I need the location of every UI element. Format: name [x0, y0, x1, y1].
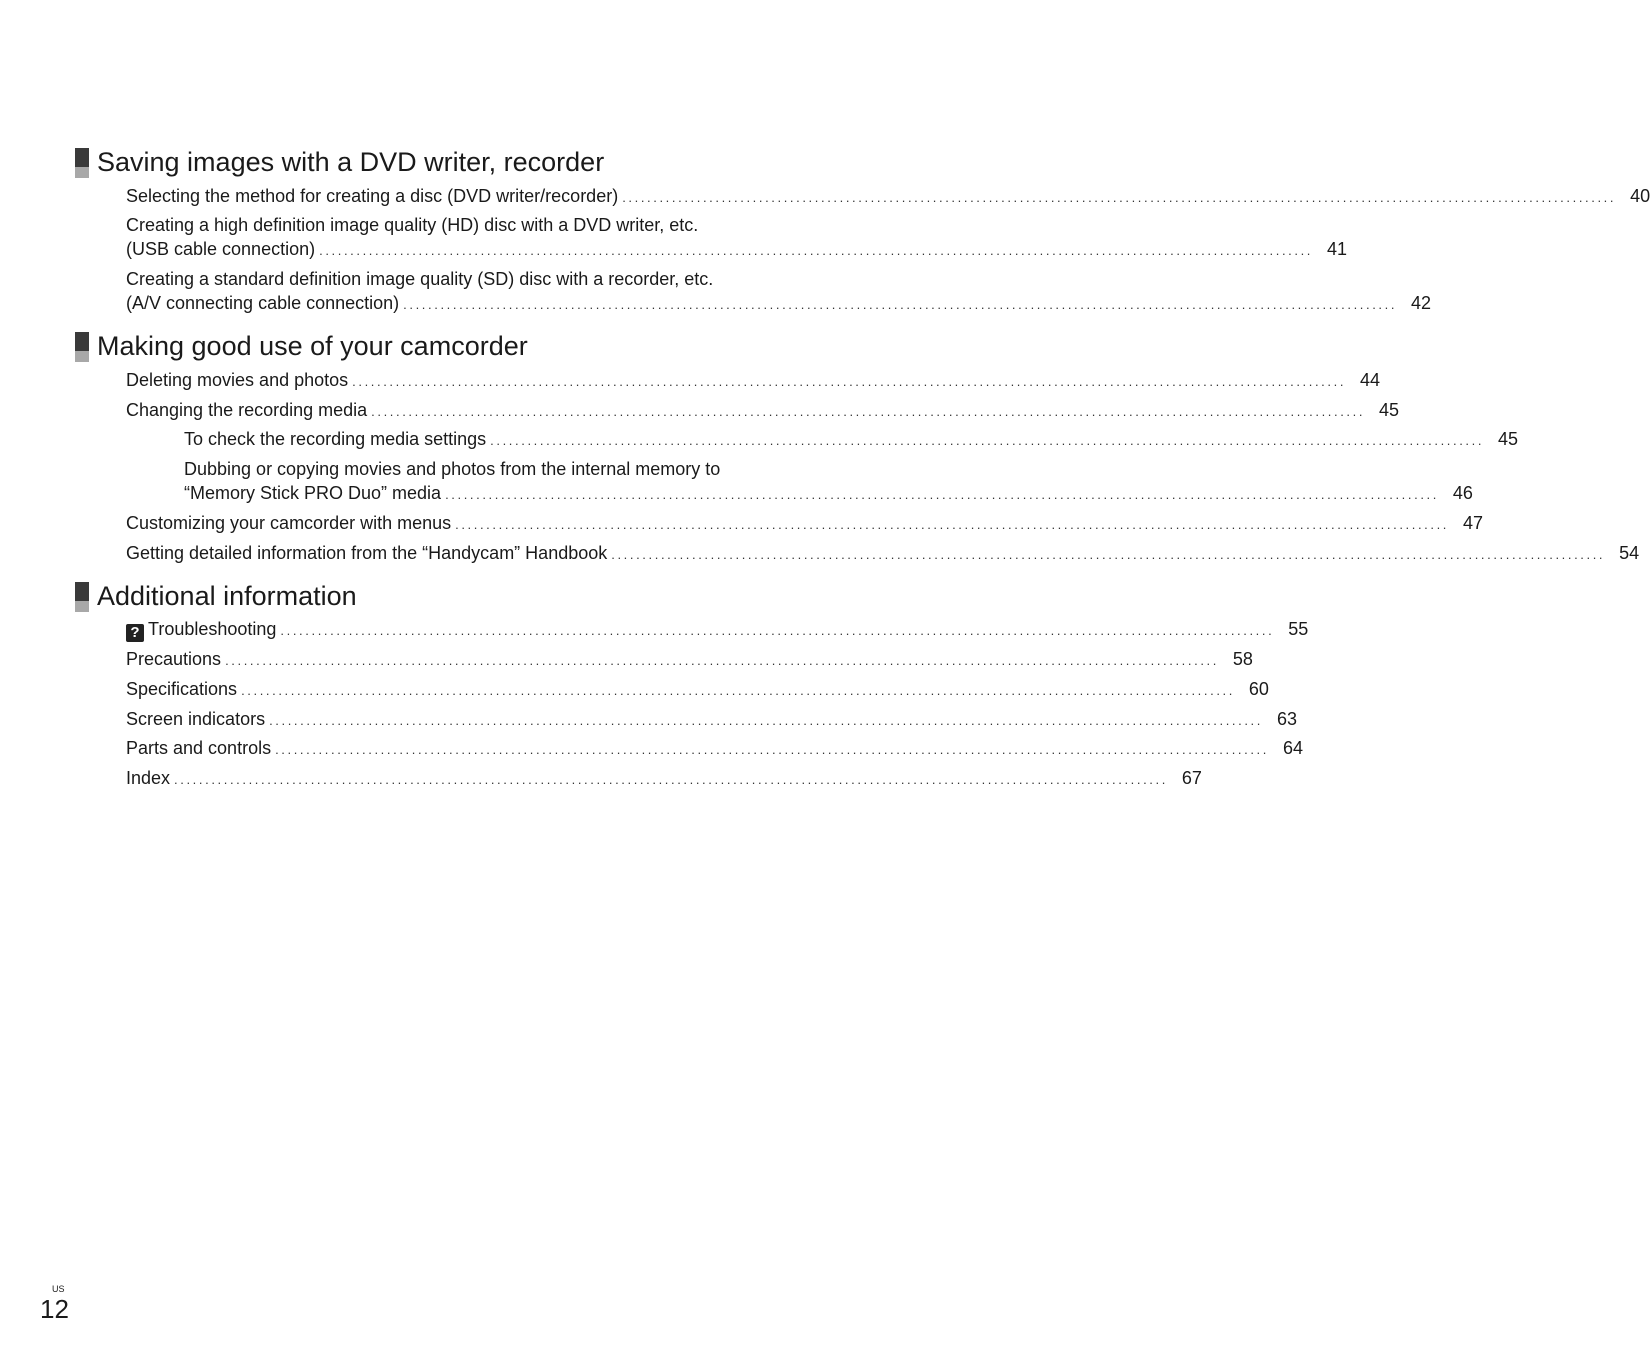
dot-leader: ................................................................................................................................................................ [490, 433, 1485, 448]
toc-entry[interactable] [126, 677, 1269, 703]
dot-leader: ................................................................................................................................................................ [174, 772, 1168, 787]
toc-page-number: 58 [1232, 649, 1253, 669]
toc-entry-text-line1: Dubbing or copying movies and photos from the internal memory to [184, 459, 721, 479]
toc-entry[interactable] [126, 368, 1381, 394]
toc-entry-text: “Memory Stick PRO Duo” media [184, 483, 442, 503]
toc-entry[interactable] [126, 617, 1309, 643]
toc-entry-text: Troubleshooting [148, 619, 277, 639]
toc-entry[interactable] [126, 541, 1640, 567]
toc-entry[interactable] [126, 213, 1347, 263]
toc-page-number: 44 [1360, 370, 1381, 390]
toc-page-number: 47 [1462, 513, 1484, 533]
toc-entry[interactable] [126, 736, 1303, 762]
dot-leader: ................................................................................................................................................................ [280, 623, 1275, 638]
toc-page-number: 40 [1630, 186, 1650, 206]
toc-subentry[interactable] [184, 457, 1473, 507]
footer-page-number: 12 [40, 1294, 69, 1324]
toc-page-number: 67 [1181, 768, 1202, 788]
toc-page-number: 54 [1619, 543, 1640, 563]
toc-page-number: 45 [1379, 400, 1400, 420]
toc-entry-text: Parts and controls [126, 738, 272, 758]
dot-leader: ................................................................................................................................................................ [269, 713, 1263, 728]
section-title: Making good use of your camcorder [97, 331, 528, 361]
toc-entry[interactable] [126, 267, 1432, 317]
toc-entry[interactable] [126, 511, 1484, 537]
toc-entry[interactable] [126, 398, 1400, 424]
toc-entry[interactable] [126, 184, 1650, 210]
toc-entry-text: Selecting the method for creating a disc (DVD writer/recorder) [126, 186, 619, 206]
dot-leader: ................................................................................................................................................................ [403, 297, 1398, 312]
dot-leader: ................................................................................................................................................................ [622, 190, 1617, 205]
toc-entry-text-line1: Creating a high definition image quality (HD) disc with a DVD writer, etc. [126, 215, 699, 235]
toc-entry-text: Changing the recording media [126, 400, 368, 420]
section-marker-icon [75, 148, 89, 178]
toc-entry[interactable] [126, 647, 1253, 673]
question-mark-icon: ? [126, 624, 144, 642]
footer-region-code: US [52, 1284, 65, 1294]
dot-leader: ................................................................................................................................................................ [611, 547, 1606, 562]
section-marker-icon [75, 332, 89, 362]
toc-page-number: 46 [1452, 483, 1473, 503]
toc-entry-text: Precautions [126, 649, 222, 669]
toc-page-number: 41 [1326, 239, 1347, 259]
toc-page-number: 64 [1282, 738, 1303, 758]
toc-entry-text: (A/V connecting cable connection) [126, 293, 400, 313]
dot-leader: ................................................................................................................................................................ [225, 653, 1219, 668]
dot-leader: ................................................................................................................................................................ [352, 374, 1347, 389]
toc-entry-text: Specifications [126, 679, 238, 699]
dot-leader: ................................................................................................................................................................ [371, 404, 1366, 419]
toc-entry-text: (USB cable connection) [126, 239, 316, 259]
toc-entry-text: To check the recording media settings [184, 429, 487, 449]
dot-leader: ................................................................................................................................................................ [275, 742, 1269, 757]
toc-entry-text: Screen indicators [126, 709, 266, 729]
toc-subentry[interactable] [184, 427, 1519, 453]
toc-page-number: 63 [1276, 709, 1297, 729]
toc-entry-text: Index [126, 768, 171, 788]
toc-entry-text: Getting detailed information from the “Handycam” Handbook [126, 543, 608, 563]
toc-page-number: 55 [1288, 619, 1309, 639]
section-marker-icon [75, 582, 89, 612]
section-title: Saving images with a DVD writer, recorder [97, 147, 605, 177]
toc-entry-text: Deleting movies and photos [126, 370, 349, 390]
toc-page-number: 42 [1411, 293, 1432, 313]
toc-entry-text: Customizing your camcorder with menus [126, 513, 452, 533]
toc-entry[interactable] [126, 707, 1297, 733]
dot-leader: ................................................................................................................................................................ [455, 517, 1450, 532]
dot-leader: ................................................................................................................................................................ [241, 683, 1235, 698]
dot-leader: ................................................................................................................................................................ [445, 487, 1439, 502]
toc-page-number: 60 [1248, 679, 1269, 699]
toc-entry[interactable] [126, 766, 1202, 792]
toc-page-number: 45 [1498, 429, 1519, 449]
toc-entry-text-line1: Creating a standard definition image quality (SD) disc with a recorder, etc. [126, 269, 714, 289]
dot-leader: ................................................................................................................................................................ [319, 243, 1313, 258]
section-title: Additional information [97, 581, 357, 611]
